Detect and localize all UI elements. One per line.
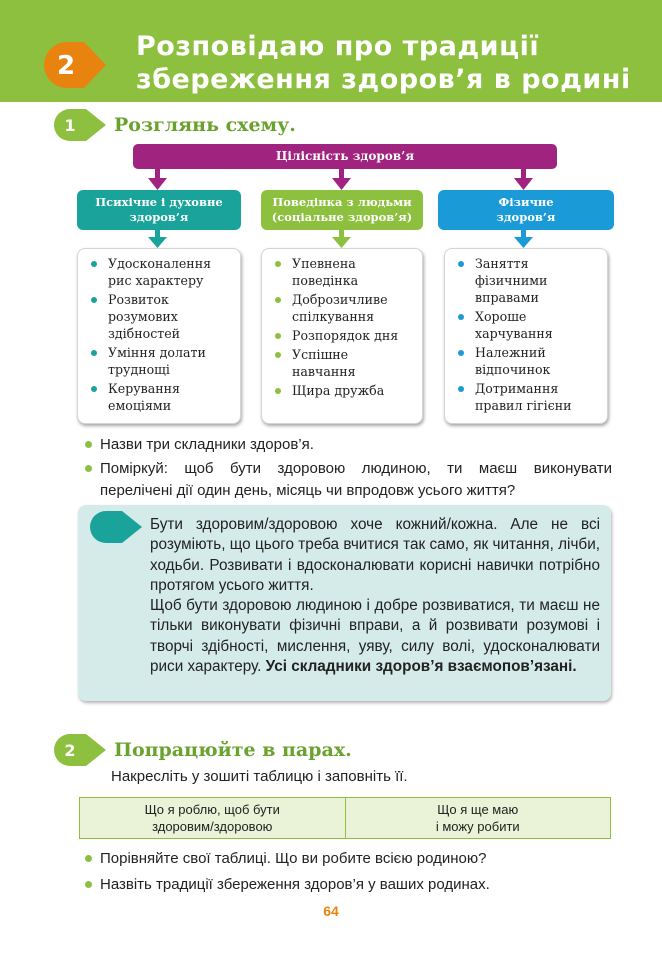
list-item: Уміння долати труднощі — [88, 344, 234, 378]
page-number: 64 — [323, 903, 339, 919]
list-item: Розвиток розумових здібностей — [88, 291, 234, 342]
list-item: Розпорядок дня — [272, 327, 416, 344]
svg-text:1: 1 — [64, 116, 76, 135]
bullet-dot-icon — [85, 441, 92, 448]
category-physical-health: Фізичне здоров’я — [438, 190, 614, 230]
list-item: Заняття фізичними вправами — [455, 255, 601, 306]
list-item: Доброзичливе спілкування — [272, 291, 416, 325]
svg-text:2: 2 — [64, 741, 76, 760]
table-col-2: Що я ще маю і можу робити — [345, 798, 611, 838]
bullet-item-4: Назвіть традиції збереження здоров’я у ваших родинах. — [100, 874, 490, 896]
list-mental-health — [77, 248, 241, 424]
bullet-dot-icon — [85, 881, 92, 888]
list-item: Дотримання правил гігієни — [455, 380, 601, 414]
list-physical-health — [444, 248, 608, 424]
category-mental-health: Психічне і духовне здоров’я — [77, 190, 241, 230]
bullet-dot-icon — [85, 465, 92, 472]
list-item: Упевнена поведінка — [272, 255, 416, 289]
list-item: Удосконалення рис характеру — [88, 255, 234, 289]
info-badge-icon — [90, 511, 142, 543]
section-2-title: Попрацюйте в парах. — [114, 739, 352, 761]
section-2-badge-icon — [54, 734, 106, 766]
bullet-dot-icon — [85, 855, 92, 862]
lesson-number: 2 — [56, 51, 76, 81]
section-2-instruction: Накресліть у зошиті таблицю і заповніть її. — [111, 768, 408, 785]
list-social-health — [261, 248, 423, 424]
list-item: Хороше харчування — [455, 308, 601, 342]
list-item: Успішне навчання — [272, 346, 416, 380]
scheme-top-box: Цілісність здоров’я — [133, 144, 557, 169]
list-item: Належний відпочинок — [455, 344, 601, 378]
bullet-item-1: Назви три складники здоров’я. — [100, 434, 314, 456]
info-bold-conclusion: Усі складники здоров’я взаємопов’язані. — [265, 658, 577, 676]
section-1-title: Розглянь схему. — [114, 114, 296, 136]
info-paragraph-2: Щоб бути здоровою людиною і добре розвиватися, ти маєш не тільки виконувати фізичні вправи, а й розвивати розумові і творчі здібності, мислення, уяву, силу волі, удосконалювати риси характеру. Усі складники здоров’я взаємопов’язані. — [150, 597, 600, 676]
bullet-item-3: Порівняйте свої таблиці. Що ви робите всією родиною? — [100, 848, 486, 870]
lesson-title-line2: збереження здоров’я в родині — [136, 64, 631, 95]
info-text — [150, 515, 600, 677]
bullet-item-2: Поміркуй: щоб бути здоровою людиною, ти маєш виконувати перелічені дії один день, місяць чи впродовж усього життя? — [100, 458, 612, 502]
info-paragraph-1: Бути здоровим/здоровою хоче кожний/кожна. Але не всі розуміють, що цього треба вчитися так само, як читання, лічби, ходьби. Розвивати і вдосконалювати корисні навички потрібно протягом усього життя. — [150, 516, 600, 594]
category-social-health: Поведінка з людьми (соціальне здоров’я) — [261, 190, 423, 230]
lesson-title-line1: Розповідаю про традиції — [136, 31, 540, 62]
table-col-1: Що я роблю, щоб бути здоровим/здоровою — [144, 802, 280, 834]
list-item: Керування емоціями — [88, 380, 234, 414]
info-box — [78, 505, 611, 701]
task-table — [79, 797, 611, 839]
list-item: Щира дружба — [272, 382, 416, 399]
